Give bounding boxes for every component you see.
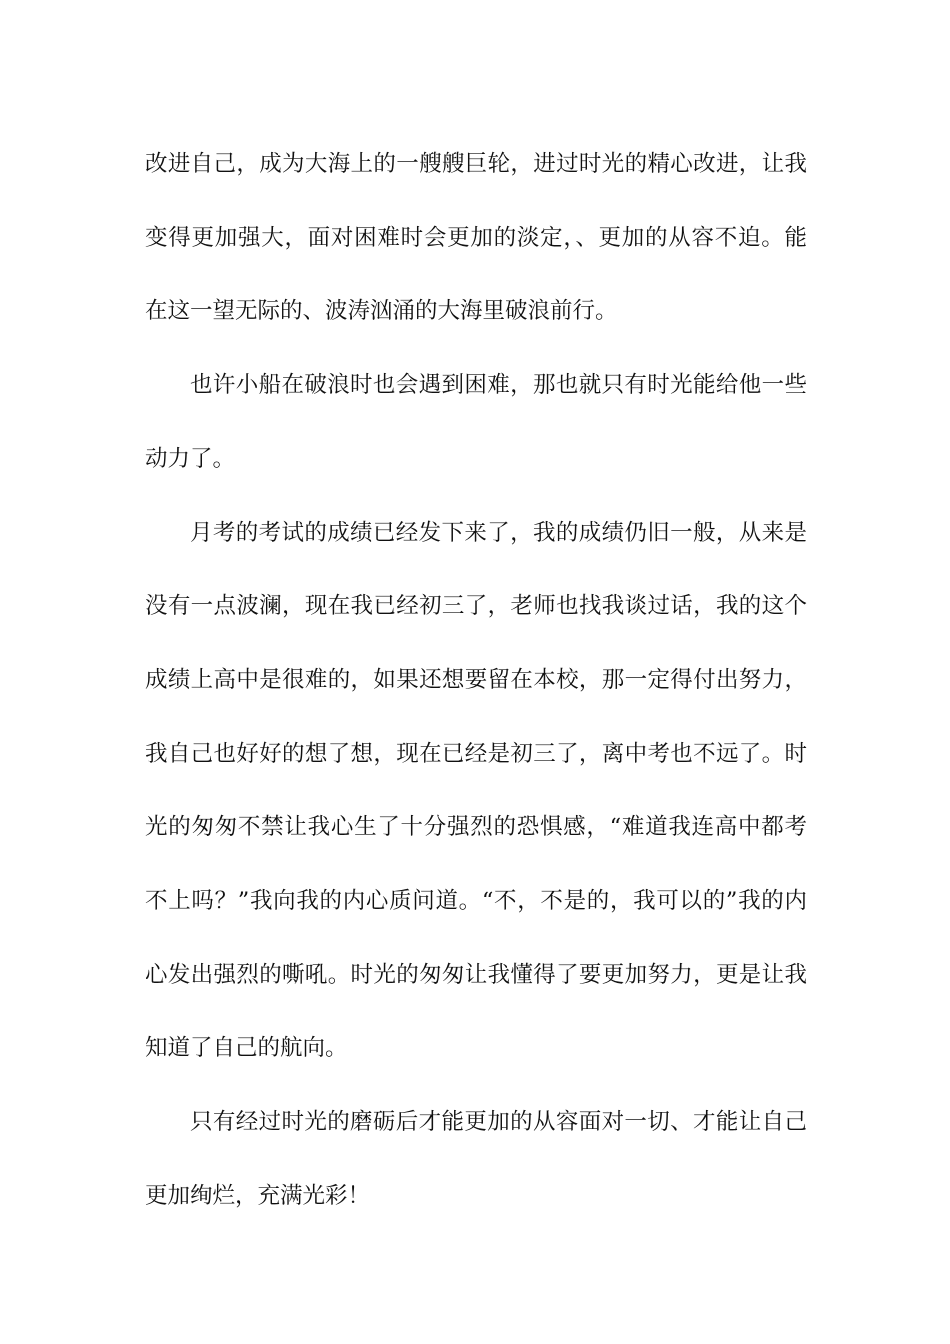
body-text (145, 128, 807, 1234)
paragraph-3: 月考的考试的成绩已经发下来了，我的成绩仍旧一般，从来是没有一点波澜，现在我已经初三了，老师也找我谈过话，我的这个成绩上高中是很难的，如果还想要留在本校，那一定得付出努力，我自己也好好的想了想，现在已经是初三了，离中考也不远了。时光的匆匆不禁让我心生了十分强烈的恐惧感，“难道我连高中都考不上吗？”我向我的内心质问道。“不，不是的，我可以的”我的内心发出强烈的嘶吼。时光的匆匆让我懂得了要更加努力，更是让我知道了自己的航向。 (145, 519, 807, 1062)
paragraph-4: 只有经过时光的磨砺后才能更加的从容面对一切、才能让自己更加绚烂，充满光彩！ (145, 1109, 807, 1209)
paragraph-1: 改进自己，成为大海上的一艘艘巨轮，进过时光的精心改进，让我变得更加强大，面对困难时会更加的淡定，、更加的从容不迫。能在这一望无际的、波涛汹涌的大海里破浪前行。 (145, 151, 807, 325)
paragraph-2: 也许小船在破浪时也会遇到困难，那也就只有时光能给他一些动力了。 (145, 372, 807, 472)
